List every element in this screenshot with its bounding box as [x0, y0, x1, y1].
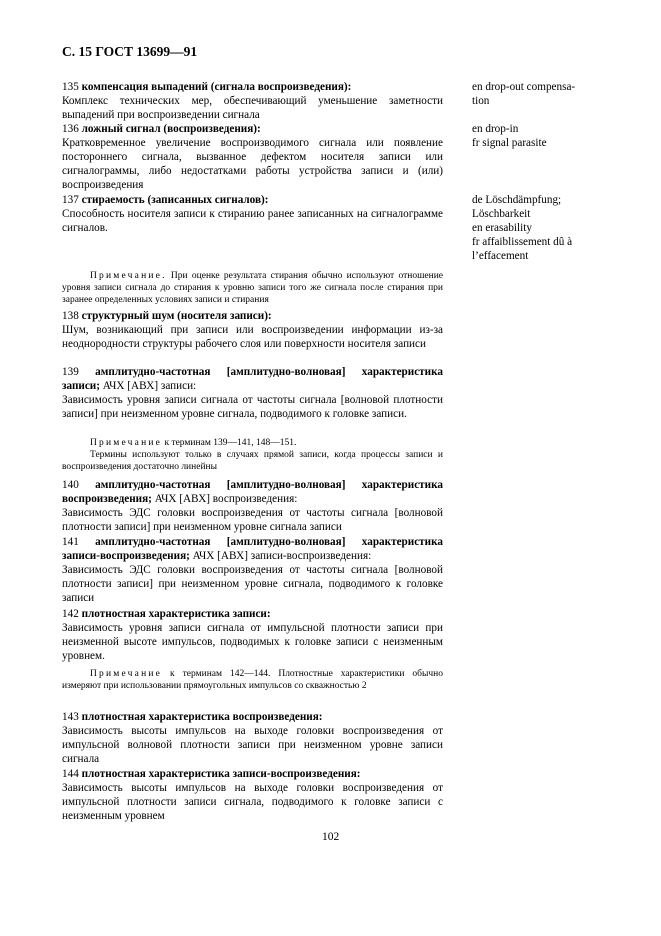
term-entry-139: [62, 365, 443, 421]
foreign-term: en drop-in: [472, 123, 519, 135]
term-entry-138: [62, 309, 443, 351]
foreign-term: tion: [472, 95, 490, 108]
term-entry-136: [62, 122, 443, 192]
term-title: стираемость (записанных сигналов):: [81, 194, 269, 206]
note-text: При оценке результата стирания обычно используют отношение уровня записи сигнала до стирания к уровню записи того же сигнала после стирания при заранее определенных условиях записи и стирания: [62, 271, 443, 306]
term-definition: Шум, возникающий при записи или воспроизведении информации из-за неоднородности структуры рабочего слоя или поверхности носителя записи: [62, 324, 443, 351]
term-abbreviation: АЧХ [АВХ] записи:: [102, 380, 197, 393]
term-number: 137: [62, 194, 79, 206]
foreign-term: fr affaiblissement dû à: [472, 236, 573, 249]
term-title: ложный сигнал (воспроизведения):: [81, 123, 261, 135]
page-header: С. 15 ГОСТ 13699—91: [62, 44, 198, 59]
term-entry-144: [62, 767, 443, 823]
term-number: 141: [62, 536, 79, 548]
term-number: 135: [62, 81, 79, 93]
term-definition: Комплекс технических мер, обеспечивающий уменьшение заметности выпадений при воспроизведении сигнала: [62, 95, 443, 122]
foreign-equivalents-137: [472, 193, 632, 263]
term-title: амплитудно-частотная [амплитудно-волновая] характеристика записи-воспроизведения;: [62, 536, 443, 563]
foreign-term: de Löschdämpfung;: [472, 194, 562, 206]
page-number: 102: [322, 831, 340, 843]
term-number: 138: [62, 310, 79, 322]
term-number: 140: [62, 479, 79, 491]
term-title: структурный шум (носителя записи):: [81, 310, 272, 322]
note-text: Термины используют только в случаях прямой записи, когда процессы записи и воспроизведения достаточно линейны: [62, 450, 443, 473]
term-title: плотностная характеристика записи-воспроизведения:: [81, 768, 361, 780]
term-title: плотностная характеристика записи:: [81, 608, 271, 620]
term-number: 142: [62, 608, 79, 620]
note-label: Примечание: [90, 669, 163, 679]
foreign-term: l’effacement: [472, 250, 529, 263]
term-entry-143: [62, 710, 443, 766]
term-definition: Зависимость уровня записи сигнала от частоты сигнала [волновой плотности записи] при неизменном уровне сигнала, подводимого к головке записи.: [62, 394, 443, 421]
term-number: 143: [62, 711, 79, 723]
term-entry-140: [62, 478, 443, 534]
term-definition: Зависимость уровня записи сигнала от импульсной плотности записи при неизменной высоте импульсов, подводимых к головке записи с неизменным уровнем.: [62, 622, 443, 663]
term-definition: Зависимость высоты импульсов на выходе головки воспроизведения от импульсной плотности записи сигнала, подводимого к головке записи с неизменным уровнем: [62, 782, 443, 823]
term-entry-142: [62, 607, 443, 663]
term-number: 144: [62, 768, 79, 780]
term-entry-135: [62, 80, 443, 122]
note-ref: к терминам 142—144.: [170, 669, 271, 679]
term-number: 136: [62, 123, 79, 135]
note-label: Примечание: [90, 438, 163, 448]
term-title: плотностная характеристика воспроизведения:: [81, 711, 323, 723]
foreign-term: Löschbarkeit: [472, 208, 531, 221]
term-title: амплитудно-частотная [амплитудно-волновая] характеристика воспроизведения;: [62, 479, 443, 506]
note-label: Примечание.: [90, 271, 167, 281]
term-entry-141: [62, 535, 443, 605]
term-definition: Зависимость высоты импульсов на выходе головки воспроизведения от импульсной волновой плотности записи при неизменном уровне записи сигнала: [62, 725, 443, 766]
note-ref: к терминам 139—141, 148—151.: [164, 438, 297, 448]
note-density: [62, 668, 443, 692]
note-direct-recording: [62, 437, 443, 474]
foreign-term: en erasability: [472, 222, 532, 235]
foreign-equivalents-136: [472, 122, 632, 150]
foreign-equivalents-135: [472, 80, 632, 108]
term-definition: Зависимость ЭДС головки воспроизведения от частоты сигнала [волновой плотности записи] при неизменном уровне сигнала, подводимого к головке записи: [62, 564, 443, 605]
foreign-term: fr signal parasite: [472, 137, 547, 150]
term-entry-137: [62, 193, 443, 235]
term-abbreviation: АЧХ [АВХ] записи-воспроизведения:: [192, 550, 372, 563]
term-number: 139: [62, 366, 79, 378]
term-title: амплитудно-частотная [амплитудно-волновая] характеристика записи;: [62, 366, 443, 393]
foreign-term: en drop-out compensa-: [472, 81, 576, 93]
term-abbreviation: АЧХ [АВХ] воспроизведения:: [154, 493, 298, 506]
note-text: Плотностные характеристики обычно измеряют при использовании прямоугольных импульсов со скважностью 2: [62, 669, 443, 692]
note-erasure: [62, 270, 443, 307]
term-definition: Способность носителя записи к стиранию ранее записанных на сигналограмме сигналов.: [62, 208, 443, 235]
term-definition: Зависимость ЭДС головки воспроизведения от частоты сигнала [волновой плотности записи] при неизменном уровне сигнала записи: [62, 507, 443, 534]
term-title: компенсация выпадений (сигнала воспроизведения):: [81, 81, 352, 93]
term-definition: Кратковременное увеличение воспроизводимого сигнала или появление постороннего сигнала, вызванное дефектом носителя записи или сигналограммы, либо недостатками работы устройства записи и (или) воспроизведения: [62, 137, 443, 192]
